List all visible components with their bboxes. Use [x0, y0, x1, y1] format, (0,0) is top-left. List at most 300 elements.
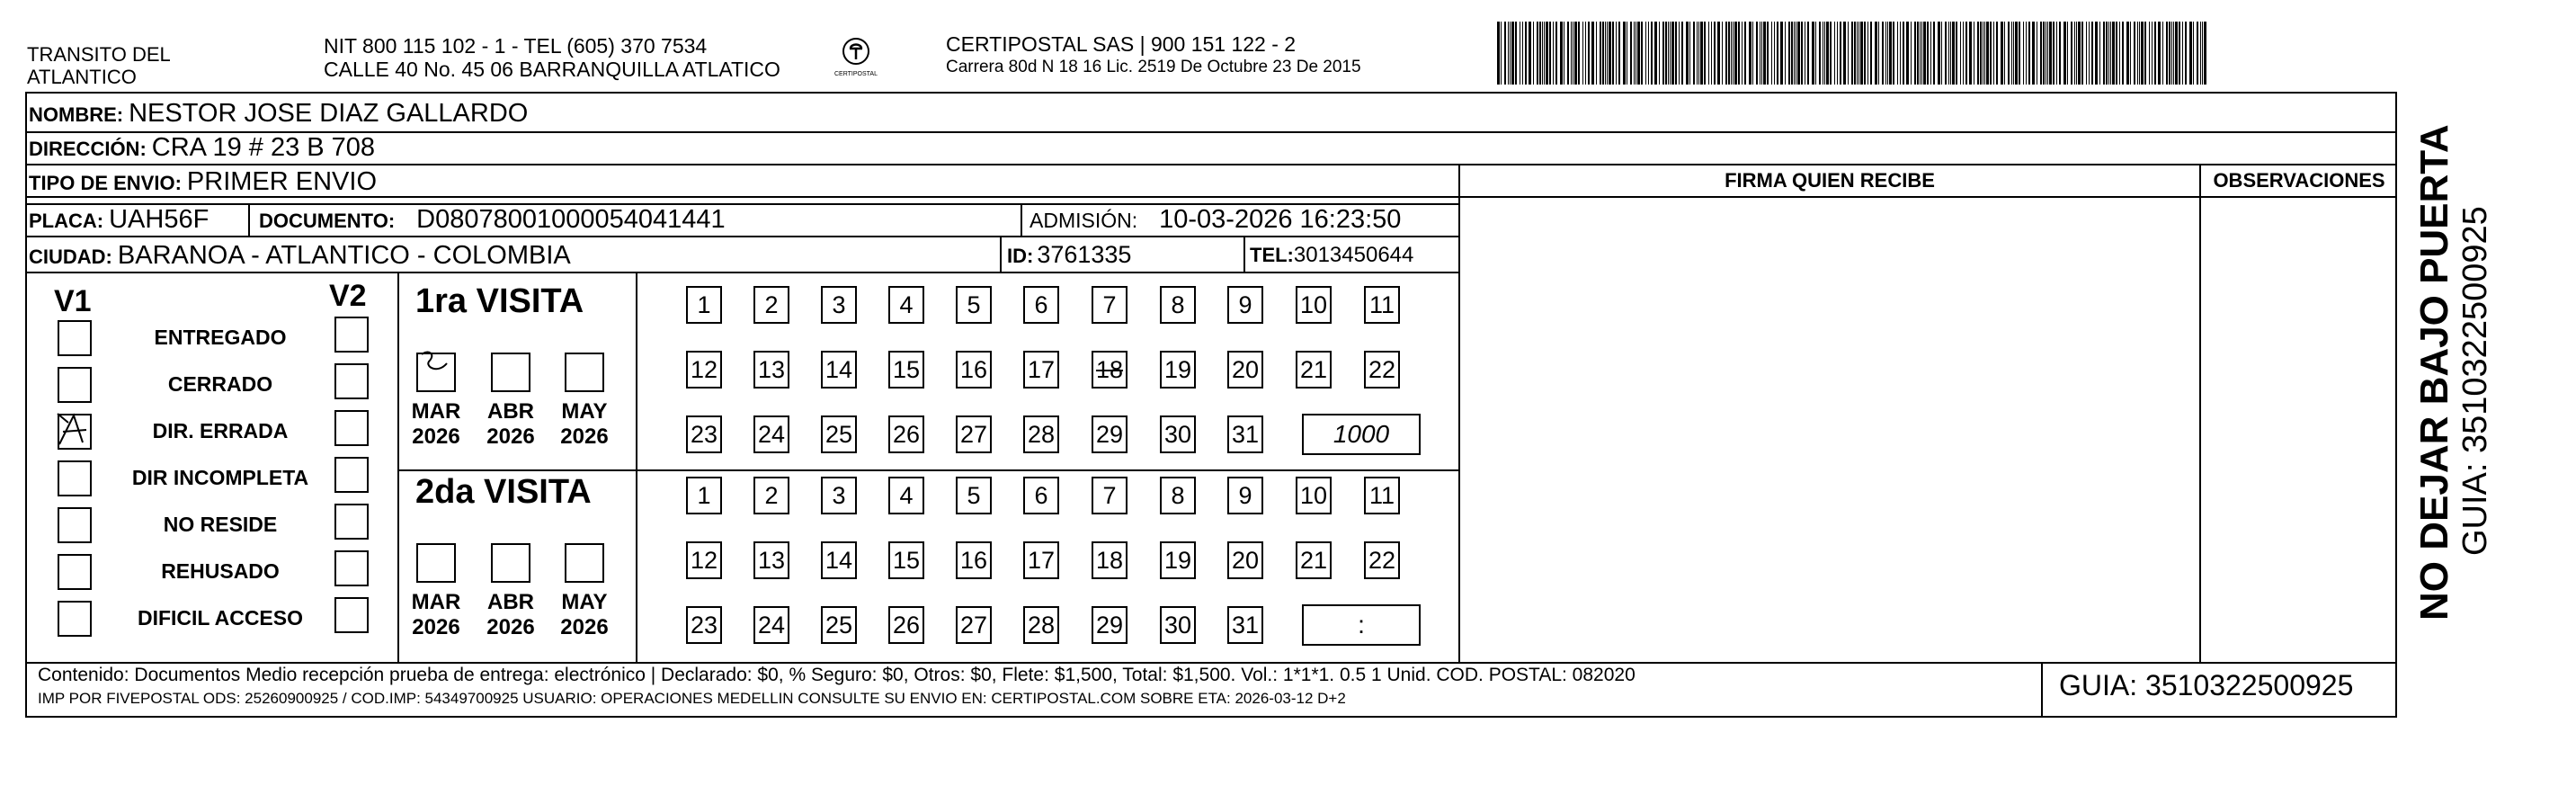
v2-checkbox[interactable]: [334, 363, 369, 399]
barcode-bar: [1602, 22, 1604, 85]
barcode-bar: [1941, 22, 1942, 85]
barcode-bar: [1731, 22, 1732, 85]
month-checkbox[interactable]: [491, 353, 530, 392]
barcode-bar: [2169, 22, 2170, 85]
barcode-bar: [2149, 22, 2150, 85]
barcode-bar: [1659, 22, 1660, 85]
month-name: MAR: [411, 590, 461, 614]
barcode-bar: [1675, 22, 1677, 85]
barcode-bar: [2139, 22, 2140, 85]
barcode-bar: [1497, 22, 1500, 85]
month-label: [405, 399, 468, 450]
barcode-bar: [1837, 22, 1838, 85]
barcode-bar: [2013, 22, 2014, 85]
day-box[interactable]: 19: [1160, 541, 1196, 579]
barcode-bar: [2076, 22, 2077, 85]
day-box[interactable]: 11: [1364, 477, 1400, 514]
month-checkbox[interactable]: [565, 543, 604, 583]
admision-value: 10-03-2026 16:23:50: [1159, 205, 1402, 234]
day-box[interactable]: 21: [1296, 351, 1332, 389]
visit2-title: 2da VISITA: [415, 473, 592, 511]
barcode-bar: [2141, 22, 2144, 85]
day-box[interactable]: 24: [753, 415, 789, 453]
barcode-bar: [1960, 22, 1961, 85]
barcode-bar: [1700, 22, 1703, 85]
barcode-bar: [1756, 22, 1758, 85]
day-box[interactable]: 5: [956, 477, 992, 514]
barcode-bar: [1848, 22, 1849, 85]
time-field[interactable]: :: [1302, 604, 1421, 646]
barcode-bar: [2074, 22, 2075, 85]
barcode-bar: [1930, 22, 1931, 85]
day-box[interactable]: [1092, 351, 1128, 389]
barcode-bar: [1525, 22, 1527, 85]
direccion-value: CRA 19 # 23 B 708: [151, 133, 376, 162]
barcode-bar: [1681, 22, 1683, 85]
status-label: DIFICIL ACCESO: [137, 606, 303, 630]
barcode-bar: [2108, 22, 2109, 85]
day-box[interactable]: 21: [1296, 541, 1332, 579]
day-box[interactable]: 27: [956, 415, 992, 453]
barcode-bar: [1893, 22, 1894, 85]
day-box[interactable]: 3: [821, 286, 857, 324]
admision-label: ADMISIÓN:: [1030, 209, 1138, 232]
barcode-bar: [1671, 22, 1674, 85]
day-box[interactable]: 16: [956, 541, 992, 579]
barcode-bar: [2185, 22, 2187, 85]
day-box[interactable]: 8: [1160, 286, 1196, 324]
day-box[interactable]: 7: [1092, 286, 1128, 324]
barcode-bar: [1537, 22, 1538, 85]
barcode-bar: [1990, 22, 1992, 85]
barcode-bar: [1612, 22, 1614, 85]
v2-checkbox[interactable]: [334, 317, 369, 353]
barcode-bar: [1963, 22, 1964, 85]
day-box[interactable]: 15: [888, 351, 924, 389]
barcode-bar: [2137, 22, 2138, 85]
day-box[interactable]: 23: [686, 606, 722, 644]
month-year: 2026: [560, 615, 609, 639]
day-box[interactable]: 12: [686, 541, 722, 579]
barcode-bar: [1824, 22, 1825, 85]
certipostal-logo: [834, 36, 878, 78]
day-box[interactable]: 2: [753, 477, 789, 514]
barcode-bar: [2053, 22, 2055, 85]
barcode-bar: [1897, 22, 1898, 85]
day-box[interactable]: 29: [1092, 415, 1128, 453]
barcode-bar: [2103, 22, 2105, 85]
tipo-envio-row: [29, 167, 377, 197]
month-name: MAR: [411, 399, 461, 424]
barcode-bar: [1546, 22, 1548, 85]
barcode-bar: [1560, 22, 1563, 85]
barcode-bar: [2173, 22, 2174, 85]
barcode-bar: [1950, 22, 1951, 85]
v1-checkbox[interactable]: [58, 414, 92, 450]
barcode-bar: [1607, 22, 1608, 85]
barcode-bar: [1567, 22, 1569, 85]
barcode-bar: [1725, 22, 1727, 85]
status-label: NO RESIDE: [163, 513, 278, 536]
barcode-bar: [2126, 22, 2129, 85]
day-box[interactable]: 30: [1160, 606, 1196, 644]
barcode-bar: [1749, 22, 1752, 85]
side-guia: GUIA: 3510322500925: [2456, 206, 2494, 556]
footer-guia: GUIA: 3510322500925: [2059, 669, 2354, 701]
day-box[interactable]: 22: [1364, 541, 1400, 579]
barcode-bar: [1906, 22, 1909, 85]
day-box[interactable]: 17: [1023, 541, 1059, 579]
barcode-bar: [2158, 22, 2161, 85]
barcode-bar: [1807, 22, 1809, 85]
barcode-bar: [1600, 22, 1601, 85]
day-box[interactable]: 26: [888, 415, 924, 453]
day-box[interactable]: 29: [1092, 606, 1128, 644]
day-box[interactable]: 18: [1092, 541, 1128, 579]
barcode-bar: [2204, 22, 2206, 85]
ciudad-row: [29, 241, 571, 271]
barcode-bar: [1645, 22, 1646, 85]
time-field[interactable]: 1000: [1302, 414, 1421, 455]
barcode-bar: [1860, 22, 1863, 85]
barcode-bar: [1533, 22, 1534, 85]
nombre-row: [29, 99, 528, 129]
barcode-bar: [1698, 22, 1699, 85]
barcode-bar: [1794, 22, 1795, 85]
handwritten-check-icon: [416, 347, 456, 387]
barcode-bar: [2112, 22, 2115, 85]
barcode-bar: [1648, 22, 1649, 85]
day-box[interactable]: 31: [1227, 415, 1263, 453]
barcode-bar: [2095, 22, 2098, 85]
barcode-bar: [2011, 22, 2012, 85]
day-box[interactable]: 24: [753, 606, 789, 644]
barcode-bar: [1596, 22, 1597, 85]
ciudad-value: BARANOA - ATLANTICO - COLOMBIA: [117, 241, 571, 270]
barcode-bar: [1555, 22, 1557, 85]
v1-checkbox[interactable]: [58, 367, 92, 403]
barcode-bar: [1903, 22, 1904, 85]
status-label: REHUSADO: [161, 559, 280, 583]
barcode-bar: [1588, 22, 1590, 85]
barcode-bar: [1815, 22, 1816, 85]
nombre-label: NOMBRE:: [29, 103, 124, 126]
v2-checkbox[interactable]: [334, 410, 369, 446]
direccion-row: [29, 133, 375, 163]
v2-checkbox[interactable]: [334, 504, 369, 540]
month-checkbox[interactable]: [416, 353, 456, 392]
barcode-bar: [1591, 22, 1594, 85]
day-box[interactable]: 10: [1296, 477, 1332, 514]
barcode-bar: [2175, 22, 2178, 85]
side-warning: NO DEJAR BAJO PUERTA: [2412, 124, 2456, 621]
day-box[interactable]: 28: [1023, 606, 1059, 644]
barcode-bar: [1637, 22, 1640, 85]
barcode-bar: [2043, 22, 2045, 85]
barcode-bar: [1665, 22, 1667, 85]
barcode-bar: [2071, 22, 2072, 85]
barcode-bar: [1875, 22, 1877, 85]
month-name: MAY: [561, 590, 608, 614]
v1-checkbox[interactable]: [58, 554, 92, 590]
barcode-bar: [1618, 22, 1620, 85]
day-box[interactable]: 26: [888, 606, 924, 644]
barcode-bar: [2189, 22, 2192, 85]
day-box[interactable]: 8: [1160, 477, 1196, 514]
barcode-bar: [1542, 22, 1543, 85]
day-box[interactable]: 3: [821, 477, 857, 514]
sender-name: TRANSITO DEL ATLANTICO: [27, 43, 171, 88]
day-box[interactable]: 31: [1227, 606, 1263, 644]
barcode-bar: [1840, 22, 1841, 85]
v1-checkbox[interactable]: [58, 320, 92, 356]
barcode-bar: [1996, 22, 1998, 85]
barcode-bar: [1771, 22, 1772, 85]
barcode-bar: [1717, 22, 1720, 85]
barcode-bar: [2122, 22, 2124, 85]
day-box[interactable]: 4: [888, 286, 924, 324]
sender-contact: NIT 800 115 102 - 1 - TEL (605) 370 7534 CALLE 40 No. 45 06 BARRANQUILLA ATLATICO: [324, 34, 780, 81]
barcode-bar: [2171, 22, 2172, 85]
v1-header: V1: [54, 284, 92, 318]
day-box[interactable]: 23: [686, 415, 722, 453]
placa-label: PLACA:: [29, 210, 104, 232]
day-box[interactable]: 22: [1364, 351, 1400, 389]
barcode-bar: [1791, 22, 1793, 85]
barcode-bar: [1515, 22, 1517, 85]
barcode-bar: [1582, 22, 1583, 85]
day-box[interactable]: 25: [821, 606, 857, 644]
barcode-bar: [1508, 22, 1509, 85]
barcode-bar: [1801, 22, 1803, 85]
barcode-bar: [2197, 22, 2198, 85]
barcode-bar: [1501, 22, 1502, 85]
month-name: ABR: [487, 590, 534, 614]
day-box[interactable]: 13: [753, 541, 789, 579]
barcode-bar: [1634, 22, 1635, 85]
footer-print-info: IMP POR FIVEPOSTAL ODS: 25260900925 / COD.IMP: 54349700925 USUARIO: OPERACIONES MEDELLIN CONSULTE SU ENVIO EN: CERTIPOSTAL.COM SOBRE ETA: 2026-03-12 D+2: [38, 690, 1346, 707]
barcode-bar: [1504, 22, 1506, 85]
barcode-bar: [1641, 22, 1643, 85]
barcode-bar: [2040, 22, 2042, 85]
day-box[interactable]: 19: [1160, 351, 1196, 389]
month-label: [553, 590, 616, 640]
day-number: 18: [1095, 355, 1124, 383]
day-box[interactable]: 2: [753, 286, 789, 324]
barcode-bar: [1609, 22, 1611, 85]
barcode-bar: [1984, 22, 1985, 85]
barcode-bar: [1854, 22, 1856, 85]
barcode-bar: [1777, 22, 1778, 85]
barcode-bar: [2152, 22, 2153, 85]
barcode-bar: [2144, 22, 2146, 85]
day-box[interactable]: 20: [1227, 541, 1263, 579]
barcode-bar: [2047, 22, 2048, 85]
day-box[interactable]: 10: [1296, 286, 1332, 324]
barcode-bar: [1774, 22, 1775, 85]
barcode-bar: [1986, 22, 1989, 85]
barcode-bar: [2182, 22, 2183, 85]
day-box[interactable]: 16: [956, 351, 992, 389]
v1-checkbox[interactable]: [58, 507, 92, 543]
month-year: 2026: [560, 424, 609, 449]
barcode-bar: [1864, 22, 1866, 85]
day-box[interactable]: 1: [686, 286, 722, 324]
barcode-bar: [1662, 22, 1664, 85]
barcode-bar: [1714, 22, 1716, 85]
day-box[interactable]: 1: [686, 477, 722, 514]
day-box[interactable]: 5: [956, 286, 992, 324]
barcode-bar: [2110, 22, 2111, 85]
barcode-bar: [2086, 22, 2087, 85]
documento-label: DOCUMENTO:: [259, 210, 396, 232]
barcode-bar: [1605, 22, 1606, 85]
barcode-bar: [1679, 22, 1680, 85]
barcode-bar: [1830, 22, 1832, 85]
barcode-bar: [2004, 22, 2005, 85]
day-box[interactable]: 27: [956, 606, 992, 644]
barcode-bar: [1917, 22, 1919, 85]
tipo-envio-label: TIPO DE ENVIO:: [29, 172, 182, 194]
day-box[interactable]: 7: [1092, 477, 1128, 514]
barcode-bar: [1630, 22, 1632, 85]
barcode-bar: [1882, 22, 1884, 85]
barcode-bar: [1585, 22, 1586, 85]
barcode-bar: [1763, 22, 1766, 85]
barcode-bar: [2116, 22, 2117, 85]
barcode-bar: [1878, 22, 1879, 85]
barcode-bar: [2200, 22, 2201, 85]
day-box[interactable]: 13: [753, 351, 789, 389]
firma-header: FIRMA QUIEN RECIBE: [1725, 169, 1935, 192]
barcode-bar: [2091, 22, 2093, 85]
barcode-bar: [2067, 22, 2068, 85]
barcode-bar: [2008, 22, 2010, 85]
barcode-bar: [1867, 22, 1868, 85]
status-label: CERRADO: [167, 372, 273, 396]
barcode-bar: [1510, 22, 1511, 85]
barcode-bar: [1965, 22, 1967, 85]
barcode-bar: [2134, 22, 2135, 85]
barcode-bar: [1670, 22, 1671, 85]
barcode-bar: [1616, 22, 1617, 85]
month-year: 2026: [412, 615, 460, 639]
v2-checkbox[interactable]: [334, 597, 369, 633]
barcode-bar: [1914, 22, 1916, 85]
barcode-bar: [1788, 22, 1790, 85]
day-box[interactable]: 12: [686, 351, 722, 389]
barcode-bar: [1522, 22, 1523, 85]
barcode-bar: [1927, 22, 1929, 85]
barcode: [1497, 22, 2216, 85]
barcode-bar: [1693, 22, 1695, 85]
barcode-bar: [2015, 22, 2018, 85]
day-box[interactable]: 28: [1023, 415, 1059, 453]
day-box[interactable]: 14: [821, 541, 857, 579]
barcode-bar: [2202, 22, 2203, 85]
barcode-bar: [2059, 22, 2061, 85]
barcode-bar: [1977, 22, 1979, 85]
barcode-bar: [1887, 22, 1888, 85]
barcode-bar: [1980, 22, 1982, 85]
barcode-bar: [2028, 22, 2030, 85]
day-box[interactable]: 6: [1023, 477, 1059, 514]
barcode-bar: [1993, 22, 1994, 85]
barcode-bar: [2193, 22, 2194, 85]
day-box[interactable]: 15: [888, 541, 924, 579]
day-box[interactable]: 9: [1227, 477, 1263, 514]
barcode-bar: [1574, 22, 1577, 85]
month-checkbox[interactable]: [565, 353, 604, 392]
v2-checkbox[interactable]: [334, 457, 369, 493]
barcode-bar: [2099, 22, 2100, 85]
v1-checkbox[interactable]: [58, 601, 92, 637]
id-value: 3761335: [1037, 241, 1132, 268]
barcode-bar: [1697, 22, 1698, 85]
barcode-bar: [1851, 22, 1853, 85]
day-box[interactable]: 25: [821, 415, 857, 453]
nombre-value: NESTOR JOSE DIAZ GALLARDO: [129, 99, 529, 128]
barcode-bar: [2081, 22, 2083, 85]
barcode-bar: [1812, 22, 1814, 85]
tel-row: [1250, 243, 1413, 268]
barcode-bar: [2078, 22, 2081, 85]
footer-content: Contenido: Documentos Medio recepción prueba de entrega: electrónico | Declarado: $0, % Seguro: $0, Otros: $0, Flete: $1,500, Total: $1,500. Vol.: 1*1*1. 0.5 1 Unid. COD. POSTAL: 082020: [38, 665, 1636, 685]
id-row: [1007, 241, 1131, 269]
barcode-bar: [2089, 22, 2090, 85]
id-label: ID:: [1007, 245, 1034, 267]
barcode-bar: [2056, 22, 2057, 85]
barcode-bar: [1668, 22, 1669, 85]
barcode-bar: [2162, 22, 2163, 85]
day-box[interactable]: 6: [1023, 286, 1059, 324]
barcode-bar: [1900, 22, 1901, 85]
day-box[interactable]: 4: [888, 477, 924, 514]
v1-checkbox[interactable]: [58, 460, 92, 496]
day-box[interactable]: 20: [1227, 351, 1263, 389]
barcode-bar: [1578, 22, 1580, 85]
placa-value: UAH56F: [109, 205, 209, 234]
day-box[interactable]: 14: [821, 351, 857, 389]
day-box[interactable]: 17: [1023, 351, 1059, 389]
v2-checkbox[interactable]: [334, 550, 369, 586]
barcode-bar: [1654, 22, 1657, 85]
month-checkbox[interactable]: [491, 543, 530, 583]
placa-row: [29, 205, 209, 235]
day-box[interactable]: 11: [1364, 286, 1400, 324]
admision-row: [1030, 205, 1401, 235]
barcode-bar: [2026, 22, 2027, 85]
barcode-bar: [1945, 22, 1947, 85]
v2-header: V2: [329, 279, 367, 313]
day-box[interactable]: 30: [1160, 415, 1196, 453]
barcode-bar: [1858, 22, 1859, 85]
day-box[interactable]: 9: [1227, 286, 1263, 324]
barcode-bar: [1834, 22, 1835, 85]
barcode-bar: [1923, 22, 1926, 85]
barcode-bar: [1711, 22, 1712, 85]
month-checkbox[interactable]: [416, 543, 456, 583]
month-year: 2026: [486, 424, 535, 449]
barcode-bar: [1544, 22, 1545, 85]
month-label: [479, 399, 542, 450]
barcode-bar: [2166, 22, 2168, 85]
barcode-bar: [1571, 22, 1572, 85]
handwritten-mark-icon: [56, 410, 92, 448]
observaciones-header: OBSERVACIONES: [2213, 169, 2385, 192]
month-year: 2026: [412, 424, 460, 449]
barcode-bar: [1761, 22, 1762, 85]
